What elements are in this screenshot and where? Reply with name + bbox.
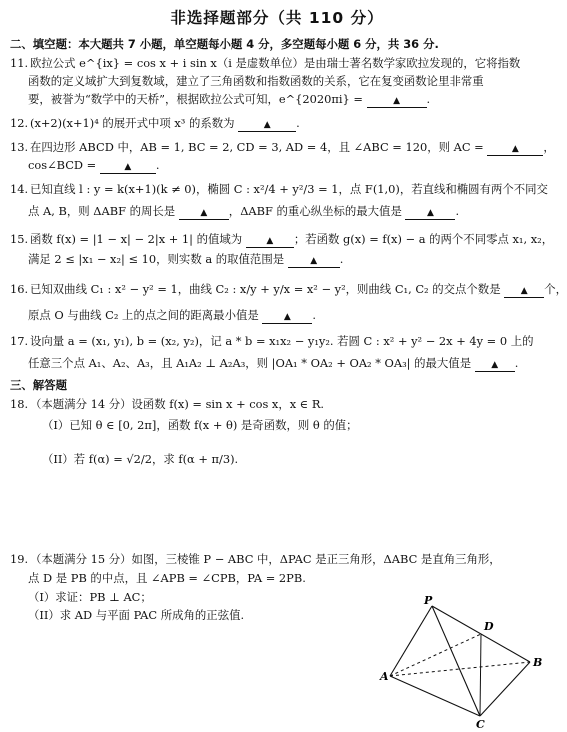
q11-text-2: 函数的定义域扩大到复数域，建立了三角函数和指数函数的关系，它在复变函数论里非常重 [28,74,484,88]
q11-answer-blank[interactable] [367,95,427,108]
section-fill-in-header [10,37,439,51]
q19-line2 [28,571,306,585]
q15-text-1: 函数 f(x) = |1 − x| − 2|x + 1| 的值域为 [30,232,243,246]
q18-text-1: （本题满分 14 分）设函数 f(x) = sin x + cos x，x ∈ R. [30,397,325,411]
q18-number: 18. [10,397,29,411]
q18-line1 [10,397,324,411]
label-A: A [380,670,389,683]
q16-text-2: 个， [544,282,567,296]
q14-line2 [28,204,459,220]
blank-marker: ▲ [263,120,271,130]
q19-part2-text: （II）求 AD 与平面 PAC 所成角的正弦值. [28,608,245,622]
blank-marker: ▲ [200,208,208,218]
q15-end: . [339,252,344,266]
q15-answer-blank-1[interactable] [246,235,294,248]
q16-line2 [28,308,316,324]
page-title: 非选择题部分（共 110 分） [170,9,384,27]
blank-marker: ▲ [427,208,434,218]
segment-DC [480,634,481,716]
q13-answer-blank-1[interactable] [487,143,543,156]
q19-line1 [10,552,501,566]
q19-part2 [28,608,244,622]
q13-line1 [10,140,555,156]
q13-end: . [155,158,160,172]
q14-answer-blank-1[interactable] [179,207,229,220]
q13-text-2: cos∠BCD = [28,158,97,172]
q19-text-1: （本题满分 15 分）如图，三棱锥 P − ABC 中，ΔPAC 是正三角形，ΔABC 是直角三角形， [30,552,501,566]
q16-answer-blank-2[interactable] [262,311,312,324]
q19-number: 19. [10,552,29,566]
blank-marker: ▲ [266,236,274,246]
q12-number: 12. [10,116,29,130]
q17-answer-blank[interactable] [475,359,515,372]
q14-text-2: 点 A, B，则 ΔABF 的周长是 [28,204,176,218]
q14-text-3: ，ΔABF 的重心纵坐标的最大值是 [228,204,402,218]
q15-answer-blank-2[interactable] [288,255,340,268]
q11-text-1: 欧拉公式 e^{ix} = cos x + i sin x（i 是虚数单位）是由瑞士著名数学家欧拉发现的，它将指数 [30,56,521,70]
edge-AC [390,676,480,716]
q14-text-1: 已知直线 l : y = k(x+1)(k ≠ 0)，椭圆 C : x²/4 + y²/3 = 1，点 F(1,0)，若直线和椭圆有两个不同交 [30,182,548,196]
q16-number: 16. [10,282,29,296]
q15-text-3: 满足 2 ≤ |x₁ − x₂| ≤ 10，则实数 a 的取值范围是 [28,252,285,266]
section-answer-header [10,378,67,392]
q11-line2 [28,74,484,88]
q13-answer-blank-2[interactable] [100,161,156,174]
blank-marker: ▲ [511,144,519,154]
edge-CB [480,662,530,716]
q12-text: (x+2)(x+1)⁴ 的展开式中项 x³ 的系数为 [30,116,235,130]
q15-text-2: ；若函数 g(x) = f(x) − a 的两个不同零点 x₁, x₂， [293,232,554,246]
q17-text-2: 任意三个点 A₁、A₂、A₃，且 A₁A₂ ⊥ A₂A₃，则 |OA₁ * OA₂ + OA₂ * OA₃| 的最大值是 [28,356,472,370]
q14-end: . [455,204,460,218]
label-C: C [476,718,485,731]
q18-part1 [42,418,358,432]
segment-AD-hidden [390,634,481,676]
label-D: D [484,620,494,633]
q15-line1 [10,232,553,248]
q19-text-2: 点 D 是 PB 的中点，且 ∠APB = ∠CPB，PA = 2PB. [28,571,306,585]
blank-marker: ▲ [124,162,132,172]
q17-end: . [514,356,519,370]
q14-line1 [10,182,548,196]
q17-line1 [10,334,533,348]
q16-answer-blank-1[interactable] [504,285,544,298]
section-fill-in-label: 二、填空题：本大题共 7 小题，单空题每小题 4 分，多空题每小题 6 分，共 36 分. [10,37,439,51]
q18-part2 [42,452,238,466]
q16-line1 [10,282,567,298]
q17-line2 [28,356,518,372]
edge-PC [432,606,480,716]
q11-line3 [28,92,430,108]
q17-text-1: 设向量 a = (x₁, y₁), b = (x₂, y₂)，记 a * b = x₁x₂ − y₁y₂. 若圆 C : x² + y² − 2x + 4y = 0 上的 [30,334,534,348]
label-P: P [424,594,433,607]
q18-part1-text: （I）已知 θ ∈ [0, 2π]，函数 f(x + θ) 是奇函数，则 θ 的值； [42,418,358,432]
label-B: B [533,656,543,669]
edge-PA [390,606,432,676]
q11-text-3: 要，被誉为“数学中的天桥”，根据欧拉公式可知，e^{2020πi} = [28,92,363,106]
blank-marker: ▲ [520,286,528,296]
q12-line [10,116,300,132]
blank-marker: ▲ [491,360,499,370]
q19-part1-text: （I）求证：PB ⊥ AC； [28,590,152,604]
blank-marker: ▲ [283,312,291,322]
q18-part2-text: （II）若 f(α) = √2/2，求 f(α + π/3). [42,452,239,466]
q15-number: 15. [10,232,29,246]
q15-line2 [28,252,343,268]
q16-text-3: 原点 O 与曲线 C₂ 上的点之间的距离最小值是 [28,308,259,322]
q13-number: 13. [10,140,29,154]
q11-end: . [426,92,431,106]
q11-number: 11. [10,56,29,70]
q11-line1 [10,56,520,70]
q19-part1 [28,590,152,604]
q13-line2 [28,158,159,174]
q16-text-1: 已知双曲线 C₁ : x² − y² = 1，曲线 C₂ : x/y + y/x = x² − y²，则曲线 C₁, C₂ 的交点个数是 [30,282,501,296]
blank-marker: ▲ [310,256,318,266]
q12-answer-blank[interactable] [238,119,296,132]
section-answer-label: 三、解答题 [10,378,67,392]
q17-number: 17. [10,334,29,348]
q13-sep: ， [543,140,555,154]
pyramid-figure [380,594,550,730]
q14-number: 14. [10,182,29,196]
q14-answer-blank-2[interactable] [405,207,455,220]
q16-end: . [312,308,316,322]
q13-text-1: 在四边形 ABCD 中，AB = 1, BC = 2, CD = 3, AD = 4，且 ∠ABC = 120，则 AC = [30,140,484,154]
blank-marker: ▲ [393,96,400,106]
q12-end: . [296,116,300,130]
